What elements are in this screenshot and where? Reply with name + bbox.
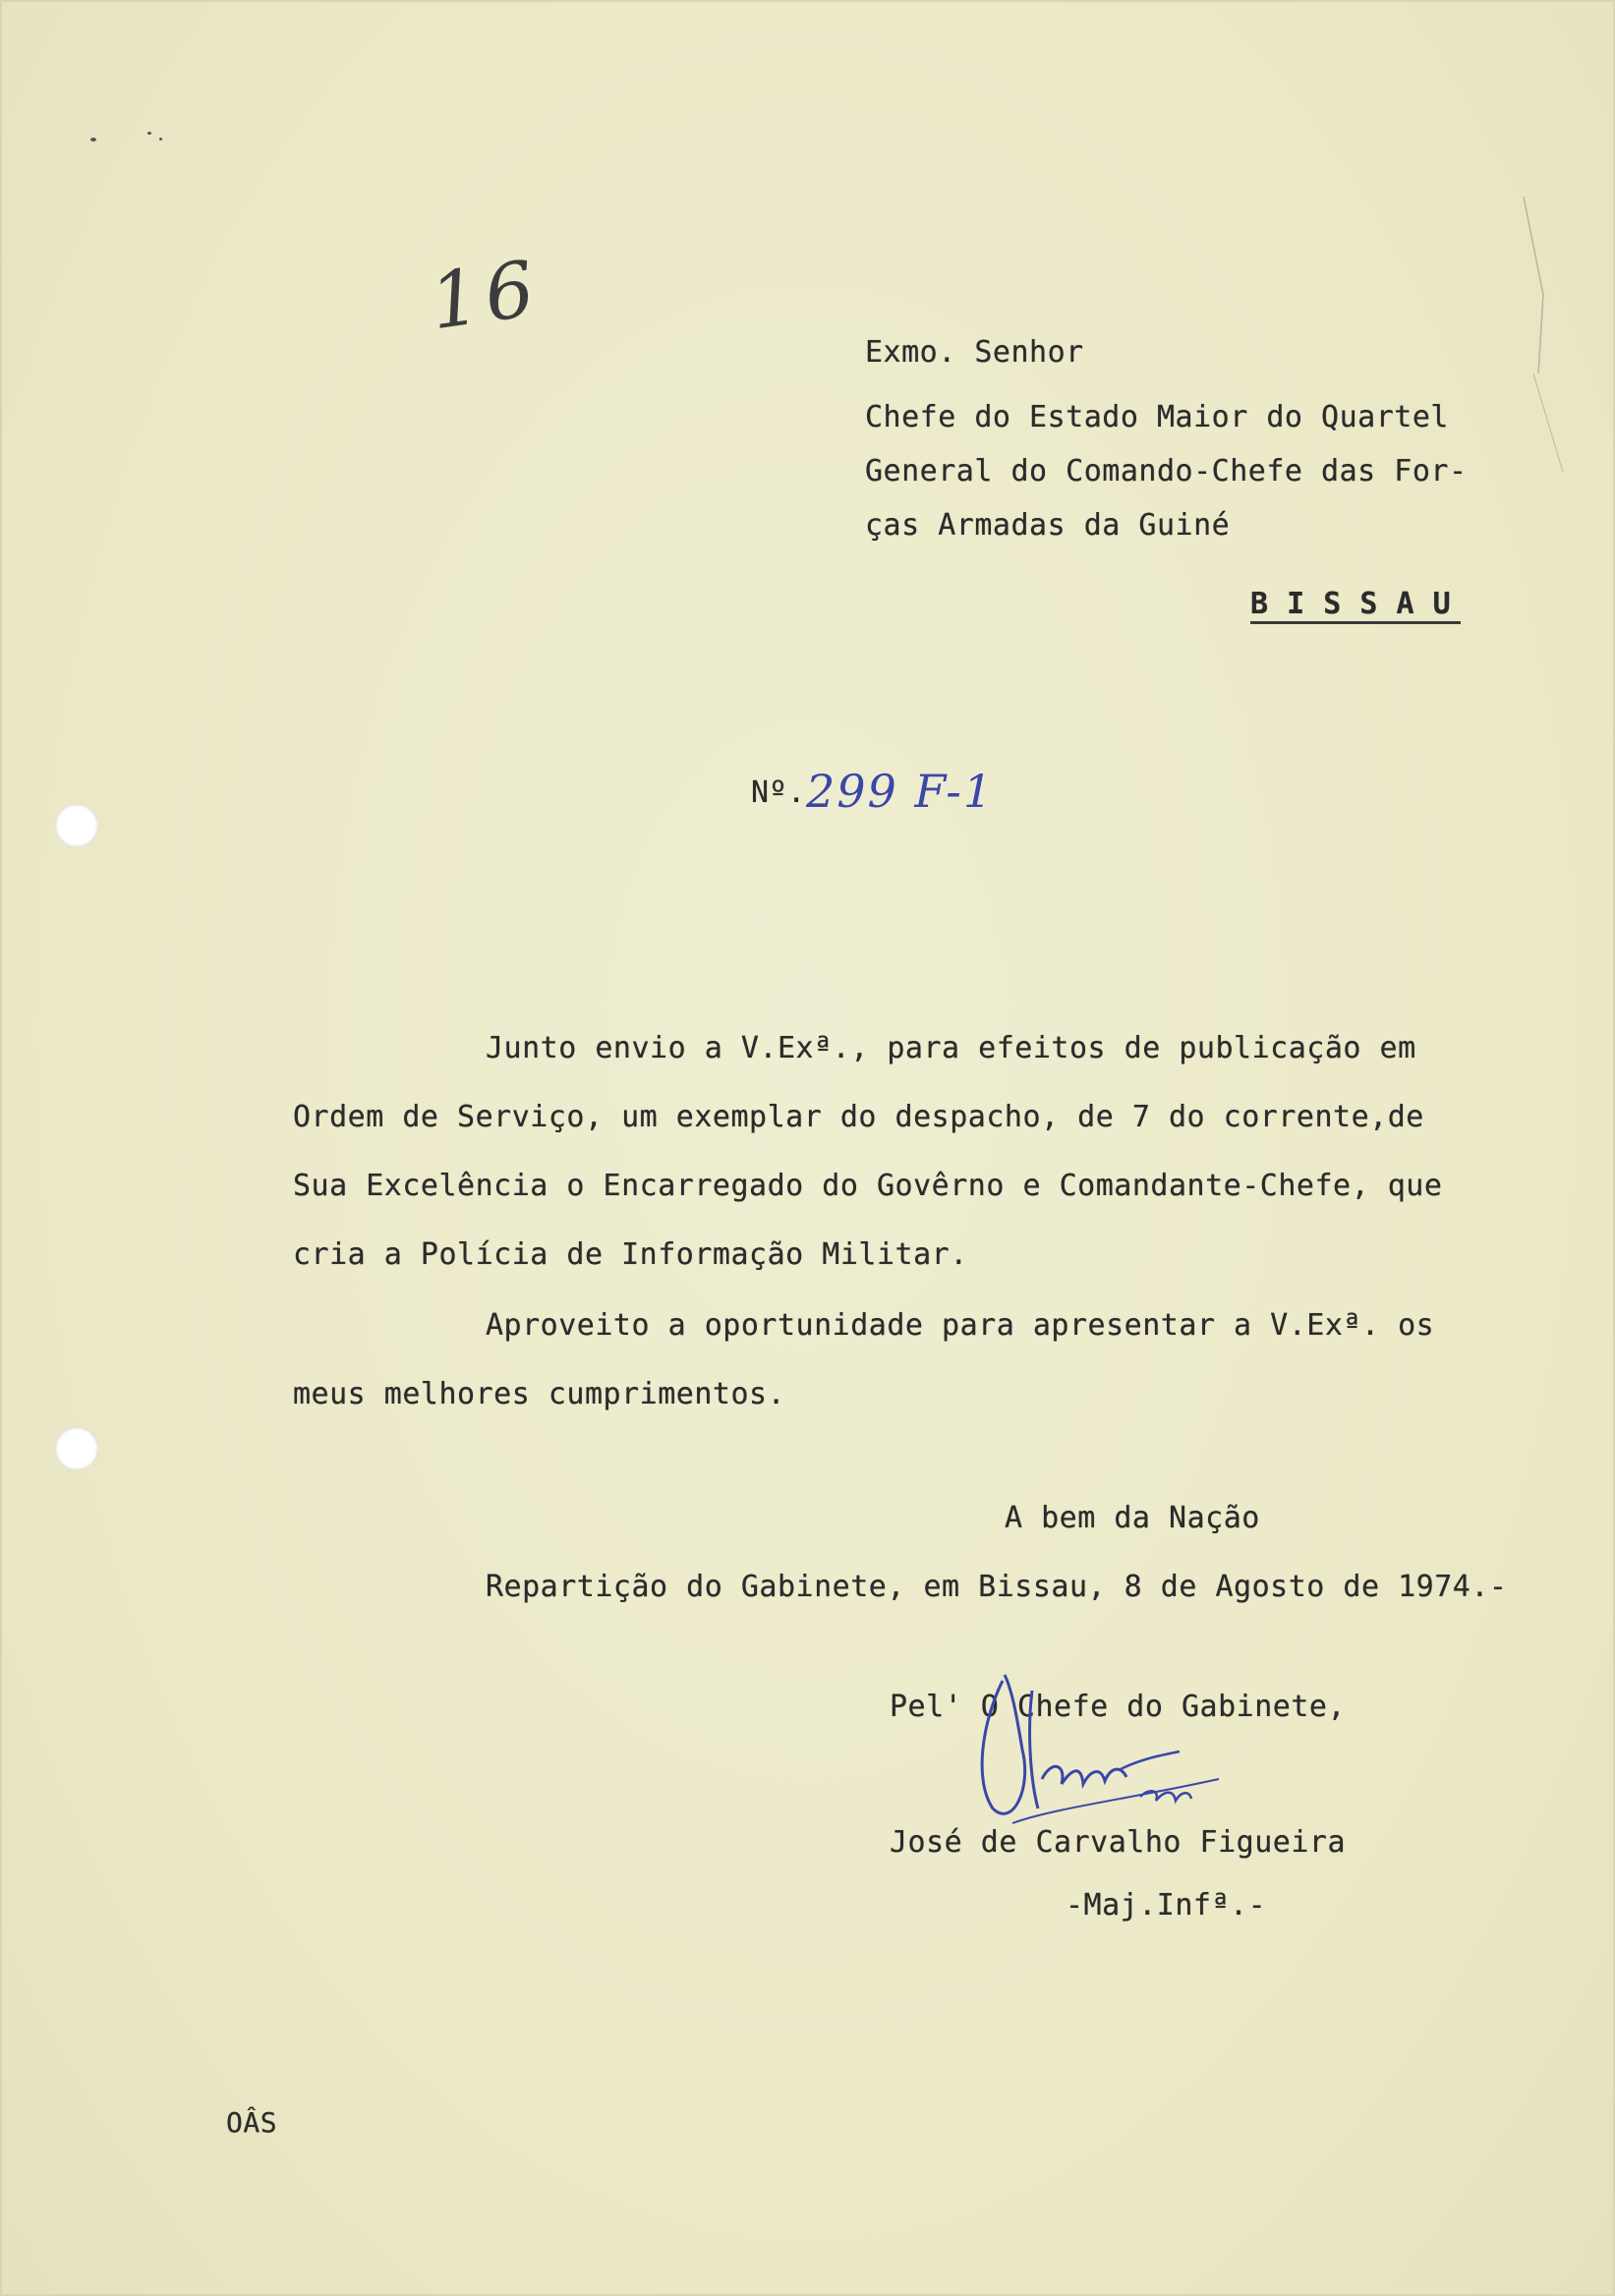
addressee-line-1: Chefe do Estado Maior do Quartel [865,400,1449,434]
body-paragraph-2-line-1: Aproveito a oportunidade para apresentar a V.Exª. os [486,1308,1435,1343]
body-paragraph-2-line-2: meus melhores cumprimentos. [293,1377,786,1411]
signatory-rank: -Maj.Infª.- [1066,1888,1267,1923]
punch-hole-lower [55,1427,98,1470]
closing-motto: A bem da Nação [1005,1501,1260,1535]
addressee-city: B I S S A U [1250,587,1452,621]
city-underline [1250,621,1461,624]
addressee-line-2: General do Comando-Chefe das For- [865,454,1468,488]
handwritten-signature [973,1661,1298,1838]
signatory-role: Pel' O Chefe do Gabinete, [890,1690,1347,1724]
salutation: Exmo. Senhor [865,335,1084,370]
signatory-name: José de Carvalho Figueira [890,1825,1347,1860]
reference-handwritten: 299 F-1 [806,765,995,818]
body-paragraph-1-line-1: Junto envio a V.Exª., para efeitos de publicação em [486,1031,1416,1065]
paper-speck [90,138,96,142]
body-paragraph-1-line-3: Sua Excelência o Encarregado do Govêrno e Comandante-Chefe, que [293,1169,1443,1203]
body-paragraph-1-line-2: Ordem de Serviço, um exemplar do despacho, de 7 do corrente,de [293,1100,1424,1134]
paper-speck [147,132,151,135]
typist-initials: OÂS [226,2106,278,2139]
punch-hole-upper [55,804,98,847]
reference-prefix: Nº. [751,775,806,810]
closing-place-date: Repartição do Gabinete, em Bissau, 8 de Agosto de 1974.- [486,1570,1508,1604]
addressee-line-3: ças Armadas da Guiné [865,508,1231,543]
paper-speck [159,138,162,141]
margin-pencil-marks [1514,177,1573,531]
body-paragraph-1-line-4: cria a Polícia de Informação Militar. [293,1237,968,1272]
folio-mark: 16 [425,244,546,348]
